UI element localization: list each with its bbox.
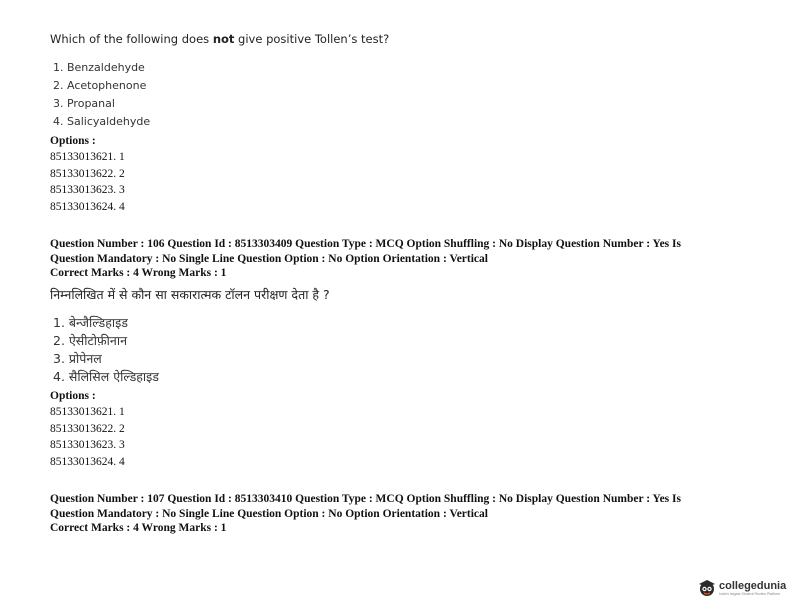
choice-list-105 bbox=[53, 59, 150, 131]
question-text-hindi-106: निम्नलिखित में से कौन सा सकारात्मक टॉलन परीक्षण देता है ? bbox=[50, 287, 330, 302]
option-id-row: 85133013623. 3 bbox=[50, 184, 125, 196]
option-id-row: 85133013622. 2 bbox=[50, 422, 125, 435]
question-text-part: give positive Tollen’s test? bbox=[234, 32, 390, 46]
option-id-row: 85133013622. 2 bbox=[50, 167, 125, 180]
choice-item: 4. सैलिसिल ऐल्डिहाइड bbox=[53, 369, 159, 384]
brand-name: collegedunia bbox=[719, 579, 787, 592]
meta-line: Correct Marks : 4 Wrong Marks : 1 bbox=[50, 267, 227, 279]
option-id-row: 85133013624. 4 bbox=[50, 455, 125, 468]
choice-item: 2. Acetophenone bbox=[53, 79, 147, 92]
question-text-105 bbox=[50, 32, 750, 46]
choice-item: 1. Benzaldehyde bbox=[53, 61, 145, 74]
collegedunia-logo bbox=[697, 578, 786, 598]
question-text-part: Which of the following does bbox=[50, 32, 213, 46]
choice-list-hindi-106 bbox=[53, 314, 159, 386]
options-block-106 bbox=[50, 388, 125, 470]
question-meta-106 bbox=[50, 237, 750, 281]
graduate-mascot-icon bbox=[697, 578, 717, 598]
options-header: Options : bbox=[50, 135, 96, 147]
meta-line: Question Number : 107 Question Id : 8513303410 Question Type : MCQ Option Shuffling : No Display Question Number : Yes Is bbox=[50, 493, 681, 505]
choice-item: 4. Salicyaldehyde bbox=[53, 115, 151, 128]
question-emphasis: not bbox=[212, 32, 235, 46]
choice-item: 3. प्रोपेनल bbox=[53, 351, 102, 366]
meta-line: Correct Marks : 4 Wrong Marks : 1 bbox=[50, 522, 227, 534]
meta-line: Question Mandatory : No Single Line Question Option : No Option Orientation : Vertical bbox=[50, 252, 488, 265]
option-id-row: 85133013623. 3 bbox=[50, 439, 125, 451]
options-block-105 bbox=[50, 133, 125, 215]
meta-line: Question Mandatory : No Single Line Question Option : No Option Orientation : Vertical bbox=[50, 507, 488, 520]
option-id-row: 85133013624. 4 bbox=[50, 200, 125, 213]
brand-tagline: India's largest Student Review Platform bbox=[719, 591, 780, 596]
choice-item: 3. Propanal bbox=[53, 97, 115, 110]
option-id-row: 85133013621. 1 bbox=[50, 406, 125, 418]
question-meta-107 bbox=[50, 492, 750, 536]
option-id-row: 85133013621. 1 bbox=[50, 151, 125, 163]
meta-line: Question Number : 106 Question Id : 8513303409 Question Type : MCQ Option Shuffling : No Display Question Number : Yes Is bbox=[50, 238, 681, 250]
choice-item: 1. बेन्जैल्डिहाइड bbox=[53, 315, 128, 330]
choice-item: 2. ऐसीटोफ़ीनान bbox=[53, 333, 128, 348]
options-header: Options : bbox=[50, 390, 96, 402]
